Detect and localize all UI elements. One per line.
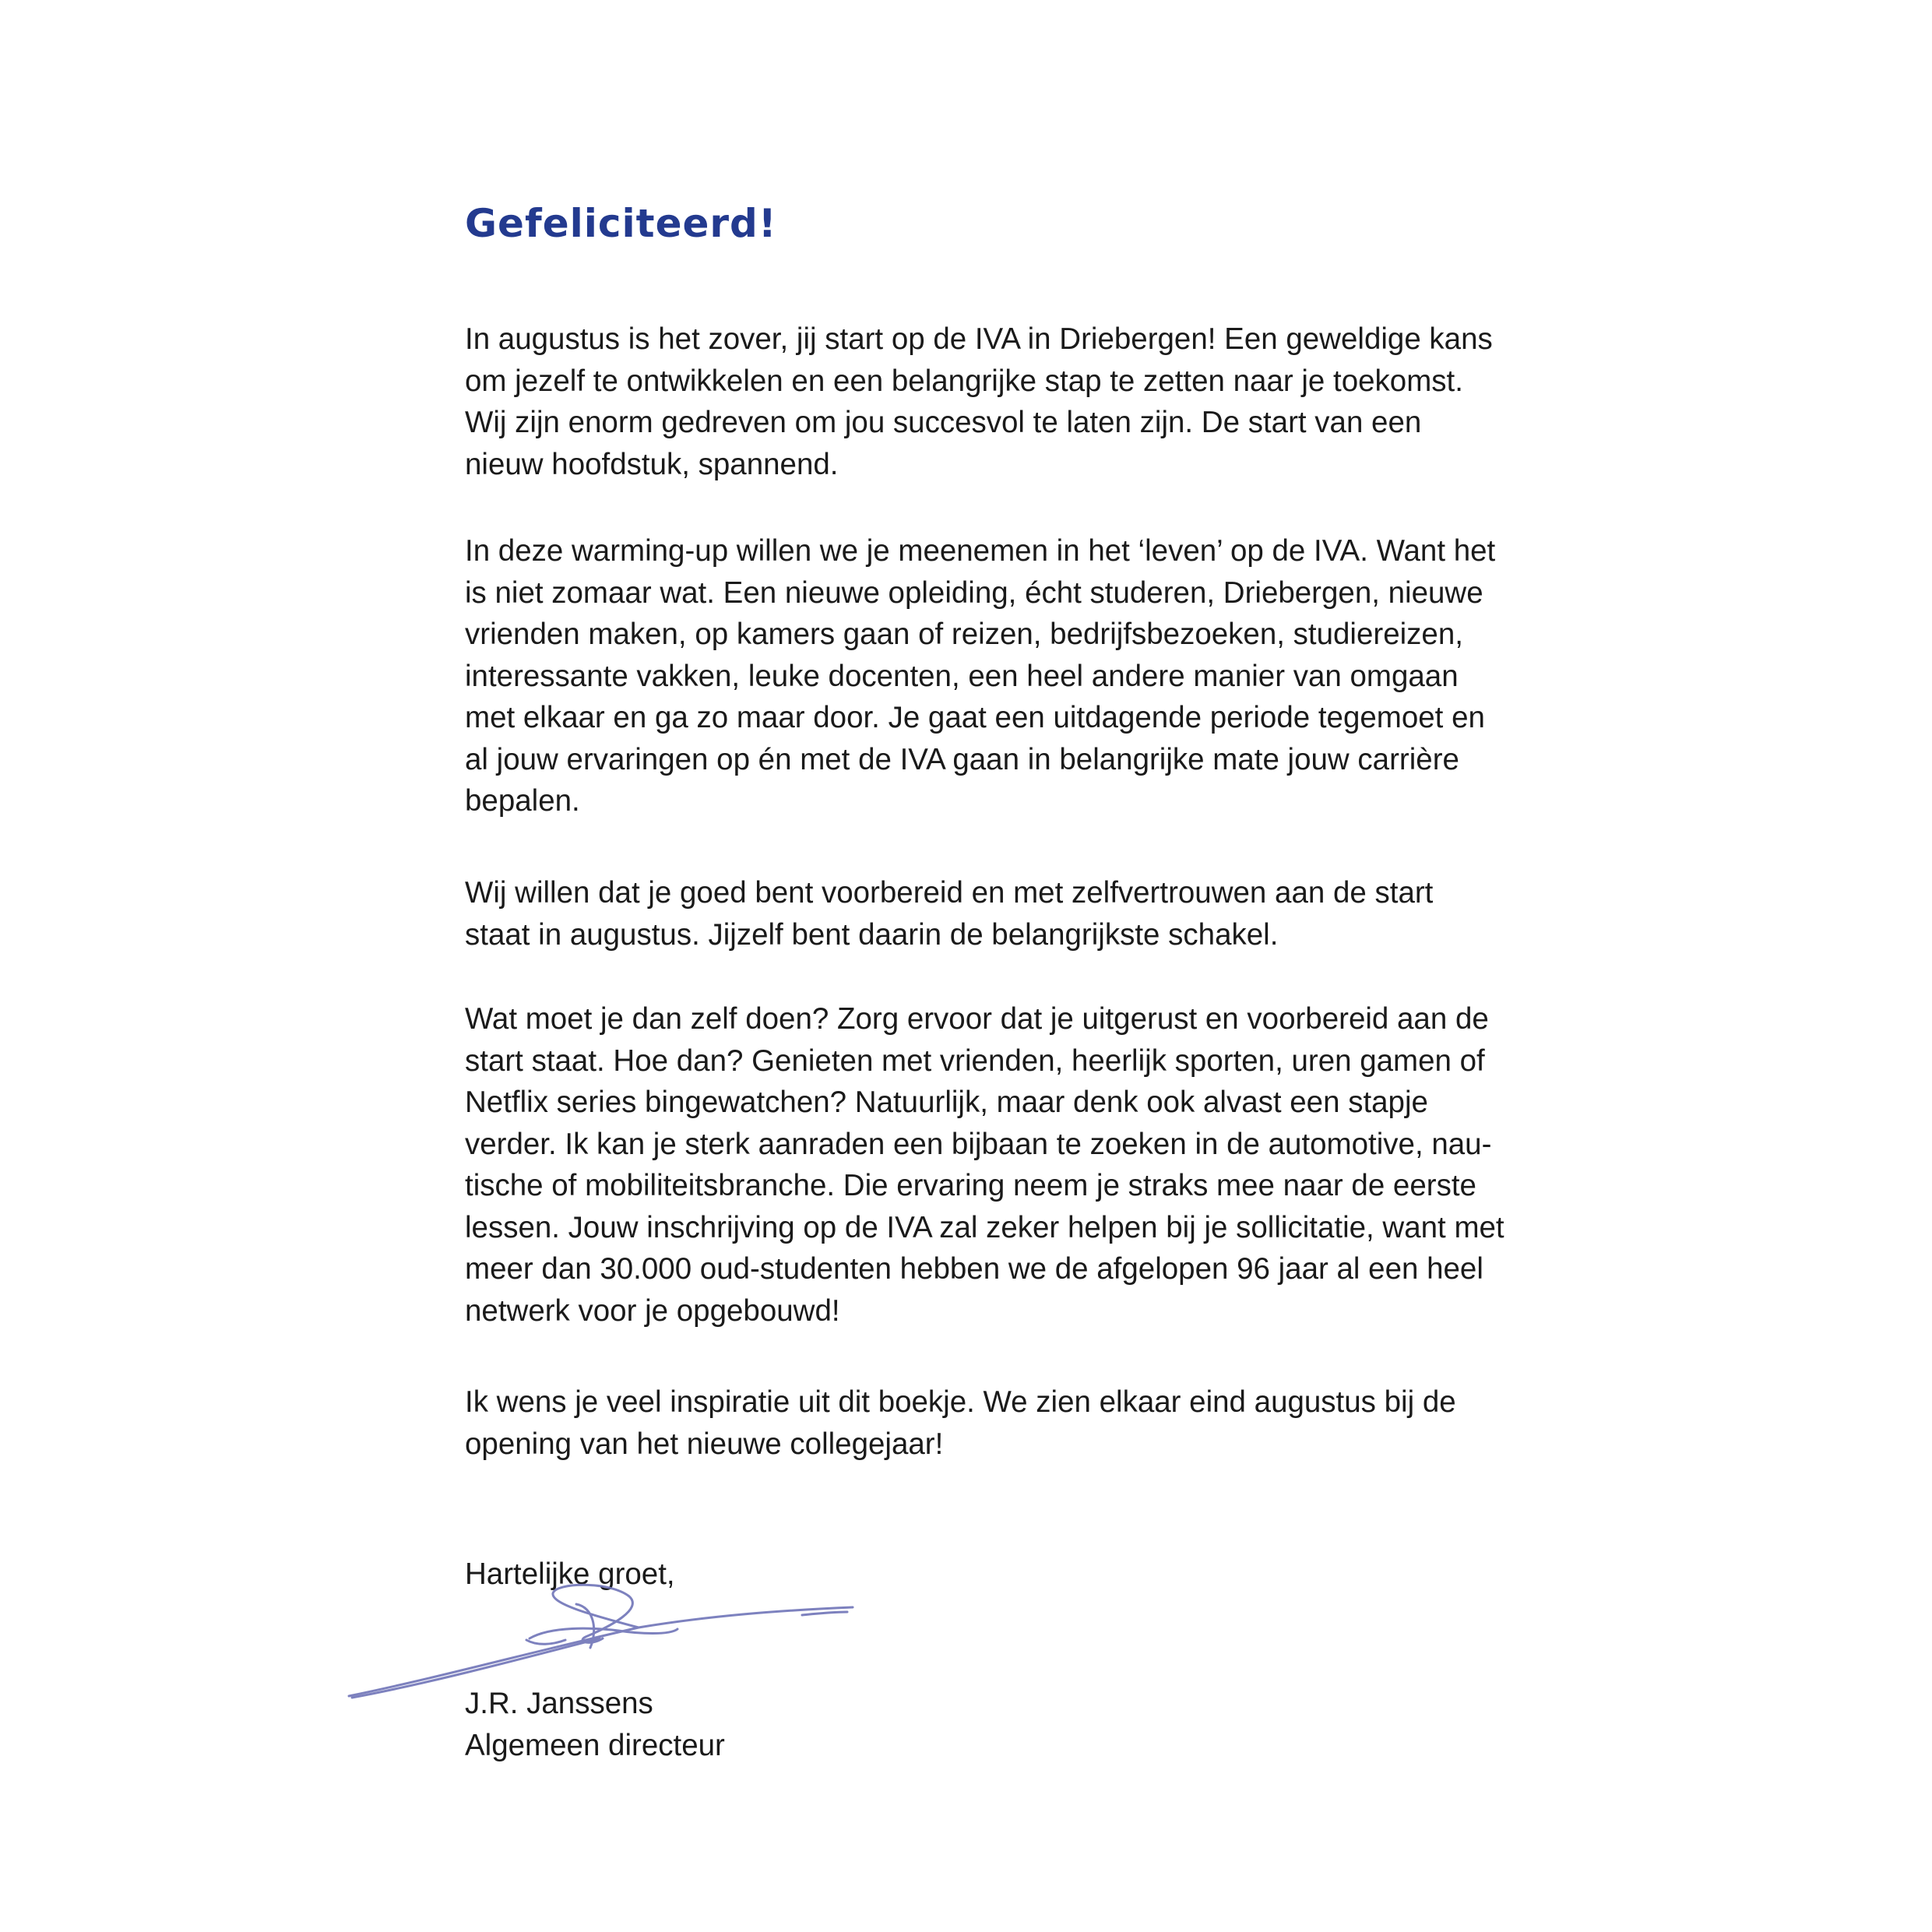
paragraph-intro: In augustus is het zover, jij start op de IVA in Driebergen! Een geweldige kans om jezelf te ontwikkelen en een belangrijke stap te zetten naar je toekomst. Wij zijn enorm gedreven om jou succesvol te laten zijn. De start van een nieuw hoofdstuk, spannend.: [465, 322, 1493, 481]
signer-name: J.R. Janssens: [465, 1687, 653, 1720]
letter-title: Gefeliciteerd!: [465, 201, 777, 246]
paragraph-warming-up: In deze warming-up willen we je meenemen in het ‘leven’ op de IVA. Want het is niet zomaar wat. Een nieuwe opleiding, écht studeren, Driebergen, nieuwe vrienden maken, op kamers gaan of reizen, bedrijfsbezoeken, studiereizen, interessante vakken, leuke docenten, een heel andere manier van omgaan met elkaar en ga zo maar door. Je gaat een uitdagende periode tegemoet en al jouw ervaringen op én met de IVA gaan in belangrijke mate jouw carrière bepalen.: [465, 534, 1496, 818]
greeting: Hartelijke groet,: [465, 1557, 675, 1591]
paragraph-advice: Wat moet je dan zelf doen? Zorg ervoor dat je uitgerust en voorbereid aan de start staat. Hoe dan? Genieten met vrienden, heerlijk sporten, uren gamen of Netflix series bingewatchen? Natuurlijk, maar denk ook alvast een stapje verder. Ik kan je sterk aanraden een bijbaan te zoeken in de automotive, nau- tische of mobiliteitsbranche. Die ervaring neem je straks mee naar de eerste lessen. Jouw inschrijving op de IVA zal zeker helpen bij je sollicitatie, want met meer dan 30.000 oud-studenten hebben we de afgelopen 96 jaar al een heel netwerk voor je opgebouwd!: [465, 1002, 1504, 1328]
paragraph-preparation: Wij willen dat je goed bent voorbereid en met zelfvertrouwen aan de start staat in augustus. Jijzelf bent daarin de belangrijkste schakel.: [465, 876, 1434, 952]
paragraph-closing-wish: Ik wens je veel inspiratie uit dit boekje. We zien elkaar eind augustus bij de opening van het nieuwe collegejaar!: [465, 1385, 1456, 1461]
signer-role: Algemeen directeur: [465, 1729, 725, 1762]
